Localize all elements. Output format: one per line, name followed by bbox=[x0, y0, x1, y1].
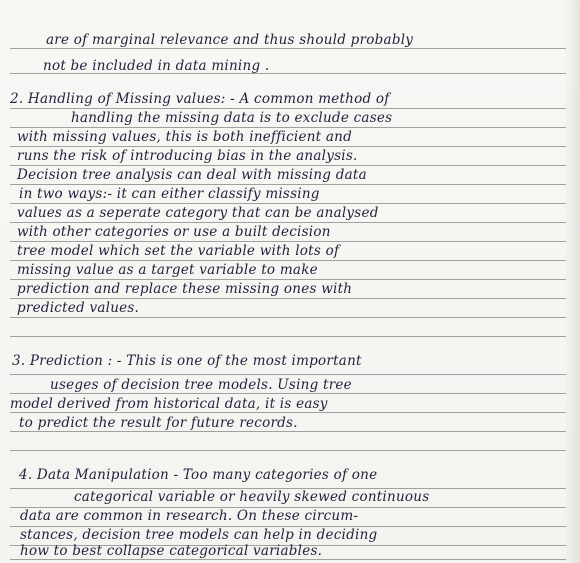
section-2-line-11: prediction and replace these missing ones with bbox=[17, 281, 353, 297]
section-2-line-9: tree model which set the variable with lots of bbox=[17, 243, 340, 259]
ruled-line bbox=[10, 374, 566, 375]
ruled-line bbox=[10, 48, 566, 49]
ruled-line bbox=[10, 279, 566, 280]
section-2-heading: 2. Handling of Missing values: - A common method of bbox=[10, 91, 390, 107]
intro-line-1: are of marginal relevance and thus should probably bbox=[46, 32, 414, 48]
ruled-line bbox=[10, 108, 566, 109]
section-4-line-5: how to best collapse categorical variables. bbox=[20, 543, 323, 559]
ruled-line bbox=[10, 165, 566, 166]
section-3-line-2: useges of decision tree models. Using tree bbox=[50, 377, 352, 393]
ruled-line bbox=[10, 184, 566, 185]
ruled-line bbox=[10, 450, 566, 451]
section-4-line-2: categorical variable or heavily skewed continuous bbox=[74, 489, 430, 505]
section-4-line-4: stances, decision tree models can help in deciding bbox=[20, 527, 378, 543]
ruled-line bbox=[10, 127, 566, 128]
section-2-line-12: predicted values. bbox=[17, 300, 140, 316]
intro-line-2: not be included in data mining . bbox=[43, 58, 270, 74]
section-2-line-5: Decision tree analysis can deal with missing data bbox=[17, 167, 367, 183]
section-3-heading: 3. Prediction : - This is one of the most important bbox=[12, 353, 362, 369]
section-2-line-2: handling the missing data is to exclude cases bbox=[71, 110, 393, 126]
ruled-line bbox=[10, 393, 566, 394]
ruled-line bbox=[10, 431, 566, 432]
ruled-line bbox=[10, 336, 566, 337]
ruled-line bbox=[10, 222, 566, 223]
ruled-line bbox=[10, 241, 566, 242]
section-3-line-3: model derived from historical data, it is easy bbox=[10, 396, 328, 412]
section-4-heading: 4. Data Manipulation - Too many categories of one bbox=[19, 467, 378, 483]
ruled-line bbox=[10, 260, 566, 261]
ruled-line bbox=[10, 412, 566, 413]
section-2-line-8: with other categories or use a built decision bbox=[17, 224, 331, 240]
ruled-line bbox=[10, 559, 566, 560]
section-2-line-3: with missing values, this is both inefficient and bbox=[17, 129, 352, 145]
section-2-line-7: values as a seperate category that can be analysed bbox=[17, 205, 379, 221]
ruled-line bbox=[10, 203, 566, 204]
section-2-line-10: missing value as a target variable to make bbox=[17, 262, 318, 278]
section-4-line-3: data are common in research. On these circum- bbox=[20, 508, 359, 524]
page-edge-shadow bbox=[564, 0, 580, 563]
ruled-line bbox=[10, 146, 566, 147]
section-3-line-4: to predict the result for future records. bbox=[19, 415, 298, 431]
section-2-line-6: in two ways:- it can either classify missing bbox=[19, 186, 320, 202]
ruled-line bbox=[10, 317, 566, 318]
ruled-line bbox=[10, 298, 566, 299]
section-2-line-4: runs the risk of introducing bias in the analysis. bbox=[17, 148, 358, 164]
